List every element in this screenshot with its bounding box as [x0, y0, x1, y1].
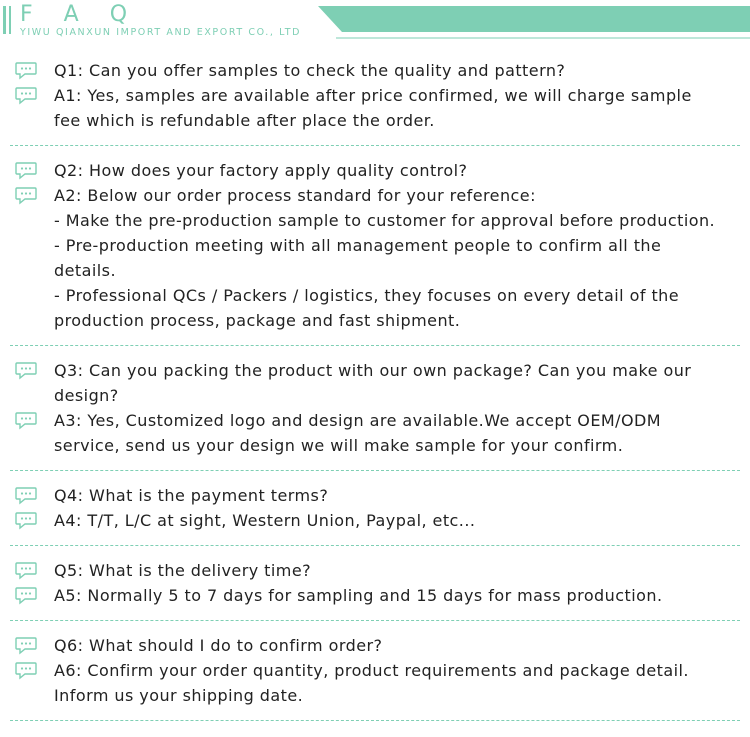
- faq-item-3: [0, 358, 750, 471]
- answer-text: - Make the pre-production sample to customer for approval before production.: [54, 211, 716, 230]
- chat-bubble-icon: [14, 361, 38, 381]
- answer-text: A5: Normally 5 to 7 days for sampling and 15 days for mass production.: [54, 586, 663, 605]
- faq-item-5: [0, 558, 750, 621]
- chat-bubble-icon: [14, 511, 38, 531]
- question-line: [0, 558, 750, 583]
- answer-line: [0, 433, 750, 458]
- chat-bubble-icon: [14, 636, 38, 656]
- answer-text: A6: Confirm your order quantity, product requirements and package detail.: [54, 661, 689, 680]
- question-text: Q2: How does your factory apply quality control?: [54, 161, 468, 180]
- question-text: Q4: What is the payment terms?: [54, 486, 329, 505]
- answer-text: details.: [54, 261, 116, 280]
- dashed-divider: [10, 620, 740, 621]
- answer-line: [0, 583, 750, 608]
- question-line: [0, 483, 750, 508]
- chat-bubble-icon: [14, 411, 38, 431]
- answer-line: [0, 683, 750, 708]
- answer-line: [0, 408, 750, 433]
- question-text: Q1: Can you offer samples to check the quality and pattern?: [54, 61, 566, 80]
- question-line: [0, 158, 750, 183]
- chat-bubble-icon: [14, 486, 38, 506]
- faq-item-6: [0, 633, 750, 721]
- question-text: Q3: Can you packing the product with our own package? Can you make our: [54, 361, 692, 380]
- answer-line: [0, 283, 750, 308]
- answer-text: - Pre-production meeting with all management people to confirm all the: [54, 236, 662, 255]
- chat-bubble-icon: [14, 186, 38, 206]
- chat-bubble-icon: [14, 561, 38, 581]
- dashed-divider: [10, 145, 740, 146]
- answer-text: - Professional QCs / Packers / logistics, they focuses on every detail of the: [54, 286, 680, 305]
- answer-text: A1: Yes, samples are available after price confirmed, we will charge sample: [54, 86, 692, 105]
- question-text: Q5: What is the delivery time?: [54, 561, 312, 580]
- dashed-divider: [10, 345, 740, 346]
- faq-item-1: [0, 58, 750, 146]
- answer-line: [0, 83, 750, 108]
- chat-bubble-icon: [14, 86, 38, 106]
- question-line: [0, 58, 750, 83]
- question-text: design?: [54, 386, 119, 405]
- dashed-divider: [10, 720, 740, 721]
- company-name: YIWU QIANXUN IMPORT AND EXPORT CO., LTD: [20, 27, 302, 38]
- chat-bubble-icon: [14, 161, 38, 181]
- question-line: [0, 358, 750, 383]
- answer-line: [0, 183, 750, 208]
- answer-text: fee which is refundable after place the order.: [54, 111, 435, 130]
- answer-text: A3: Yes, Customized logo and design are available.We accept OEM/ODM: [54, 411, 662, 430]
- chat-bubble-icon: [14, 661, 38, 681]
- chat-bubble-icon: [14, 586, 38, 606]
- answer-line: [0, 208, 750, 233]
- faq-item-2: [0, 158, 750, 346]
- question-text: Q6: What should I do to confirm order?: [54, 636, 383, 655]
- chat-bubble-icon: [14, 61, 38, 81]
- answer-line: [0, 258, 750, 283]
- faq-item-4: [0, 483, 750, 546]
- dashed-divider: [10, 545, 740, 546]
- answer-text: Inform us your shipping date.: [54, 686, 304, 705]
- answer-line: [0, 233, 750, 258]
- answer-line: [0, 658, 750, 683]
- answer-line: [0, 508, 750, 533]
- title-accent-bars: [3, 6, 13, 34]
- question-line: [0, 383, 750, 408]
- question-line: [0, 633, 750, 658]
- faq-list: [0, 58, 750, 733]
- answer-line: [0, 308, 750, 333]
- answer-text: A4: T/T, L/C at sight, Western Union, Paypal, etc...: [54, 511, 476, 530]
- dashed-divider: [10, 470, 740, 471]
- answer-text: production process, package and fast shipment.: [54, 311, 461, 330]
- page-header: [0, 0, 750, 44]
- page-title: F A Q: [20, 2, 140, 27]
- answer-text: A2: Below our order process standard for your reference:: [54, 186, 536, 205]
- answer-text: service, send us your design we will make sample for your confirm.: [54, 436, 624, 455]
- answer-line: [0, 108, 750, 133]
